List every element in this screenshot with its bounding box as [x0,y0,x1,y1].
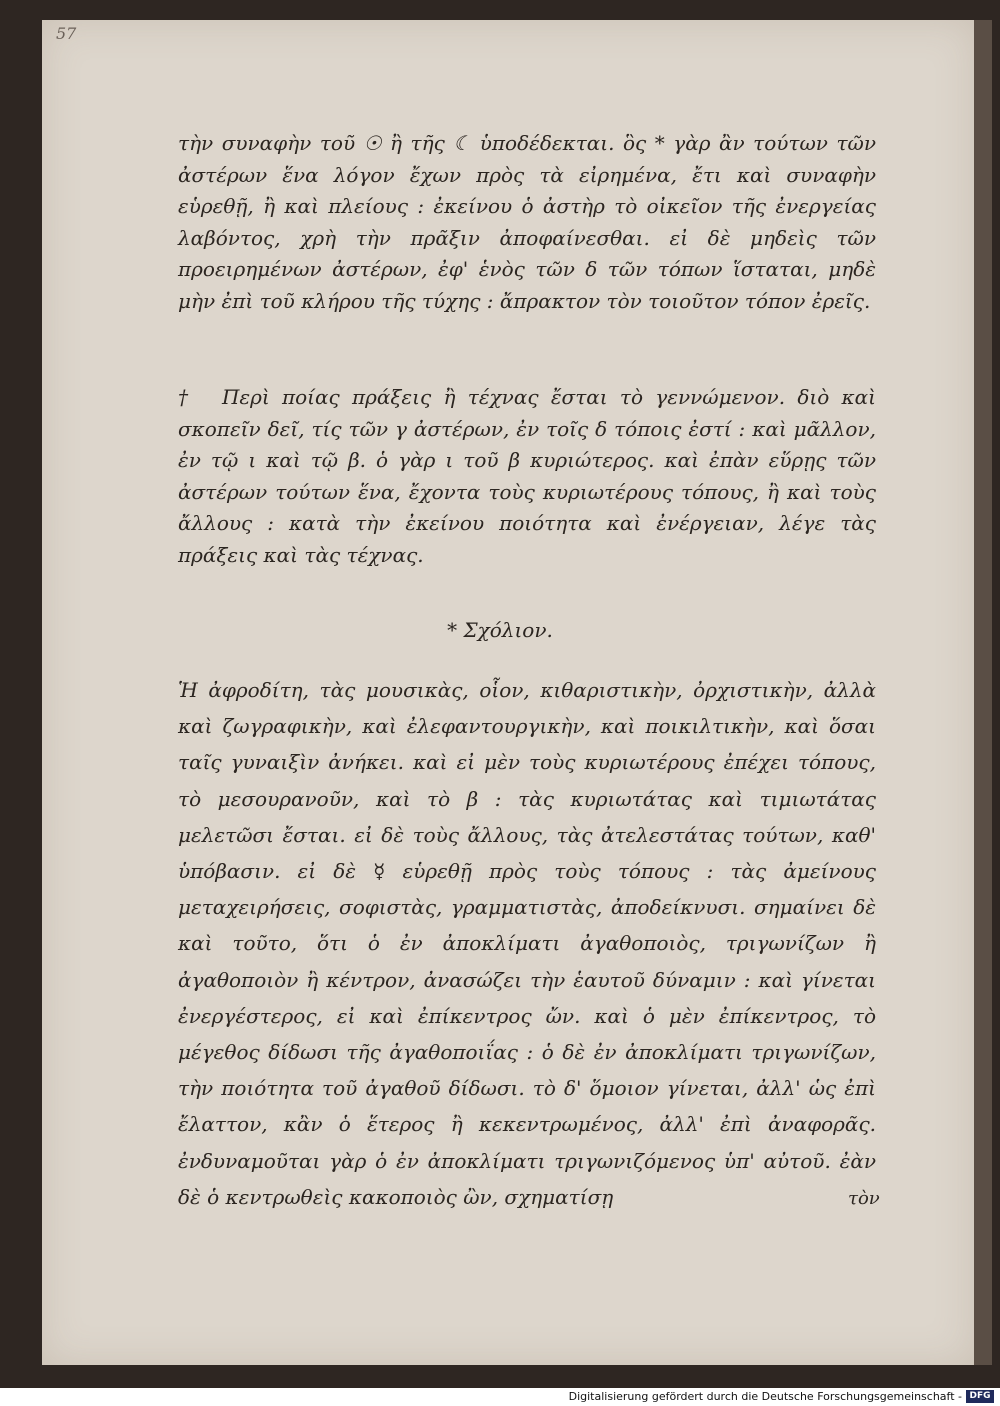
funding-notice: Digitalisierung gefördert durch die Deutsche Forschungsgemeinschaft - [568,1390,962,1403]
footer-bar [0,1388,1000,1406]
dfg-logo: DFG [966,1390,994,1403]
dagger-mark: † [178,385,194,409]
paragraph-1: τὴν συναφὴν τοῦ ☉ ἢ τῆς ☾ ὑποδέδεκται. ὃς * γὰρ ἂν τούτων τῶν ἀστέρων ἕνα λόγον ἔχων πρὸς τὰ εἰρημένα, ἔτι καὶ συναφὴν εὑρεθῇ, ἢ καὶ πλείους : ἐκείνου ὁ ἀστὴρ τὸ οἰκεῖον τῆς ἐνεργείας λαβόντος, χρὴ τὴν πρᾶξιν ἀποφαίνεσθαι. εἰ δὲ μηδεὶς τῶν προειρημένων ἀστέρων, ἐφ' ἑνὸς τῶν δ τῶν τόπων ἵσταται, μηδὲ μὴν ἐπὶ τοῦ κλήρου τῆς τύχης : ἄπρακτον τὸν τοιοῦτον τόπον ἐρεῖς. [178,131,876,313]
scholion-heading: * Σχόλιον. [447,618,553,642]
paragraph-2 [178,382,876,571]
folio-number: 57 [56,24,77,43]
paragraph-3: Ἡ ἀφροδίτη, τὰς μουσικὰς, οἷον, κιθαριστικὴν, ὀρχιστικὴν, ἀλλὰ καὶ ζωγραφικὴν, καὶ ἐλεφαντουργικὴν, καὶ ποικιλτικὴν, καὶ ὅσαι ταῖς γυναιξὶν ἀνήκει. καὶ εἰ μὲν τοὺς κυριωτέρους ἐπέχει τόπους, τὸ μεσουρανοῦν, καὶ τὸ β : τὰς κυριωτάτας καὶ τιμιωτάτας μελετῶσι ἔσται. εἰ δὲ τοὺς ἄλλους, τὰς ἀτελεστάτας τούτων, καθ' ὑπόβασιν. εἰ δὲ ☿ εὑρεθῇ πρὸς τοὺς τόπους : τὰς ἀμείνους μεταχειρήσεις, σοφιστὰς, γραμματιστὰς, ἀποδείκνυσι. σημαίνει δὲ καὶ τοῦτο, ὅτι ὁ ἐν ἀποκλίματι ἀγαθοποιὸς, τριγωνίζων ἢ ἀγαθοποιὸν ἢ κέντρον, ἀνασώζει τὴν ἑαυτοῦ δύναμιν : καὶ γίνεται ἐνεργέστερος, εἰ καὶ ἐπίκεντρος ὤν. καὶ ὁ μὲν ἐπίκεντρος, τὸ μέγεθος δίδωσι τῆς ἀγαθοποιΐας : ὁ δὲ ἐν ἀποκλίματι τριγωνίζων, τὴν ποιότητα τοῦ ἀγαθοῦ δίδωσι. τὸ δ' ὅμοιον γίνεται, ἀλλ' ὡς ἐπὶ ἔλαττον, κἂν ὁ ἕτερος ἢ κεκεντρωμένος, ἀλλ' ἐπὶ ἀναφορᾶς. ἐνδυναμοῦται γὰρ ὁ ἐν ἀποκλίματι τριγωνιζόμενος ὑπ' αὐτοῦ. ἐὰν δὲ ὁ κεντρωθεὶς κακοποιὸς ὢν, σχηματίσῃ [178,678,876,1209]
paragraph-2-text: Περὶ ποίας πράξεις ἢ τέχνας ἔσται τὸ γεννώμενον. διὸ καὶ σκοπεῖν δεῖ, τίς τῶν γ ἀστέρων, ἐν τοῖς δ τόποις ἐστί : καὶ μᾶλλον, ἐν τῷ ι καὶ τῷ β. ὁ γὰρ ι τοῦ β κυριώτερος. καὶ ἐπὰν εὕρῃς τῶν ἀστέρων τούτων ἕνα, ἔχοντα τοὺς κυριωτέρους τόπους, ἢ καὶ τοὺς ἄλλους : κατὰ τὴν ἐκείνου ποιότητα καὶ ἐνέργειαν, λέγε τὰς πράξεις καὶ τὰς τέχνας. [178,385,877,567]
page-edge [974,20,992,1365]
catchword: τὸν [848,1188,880,1209]
